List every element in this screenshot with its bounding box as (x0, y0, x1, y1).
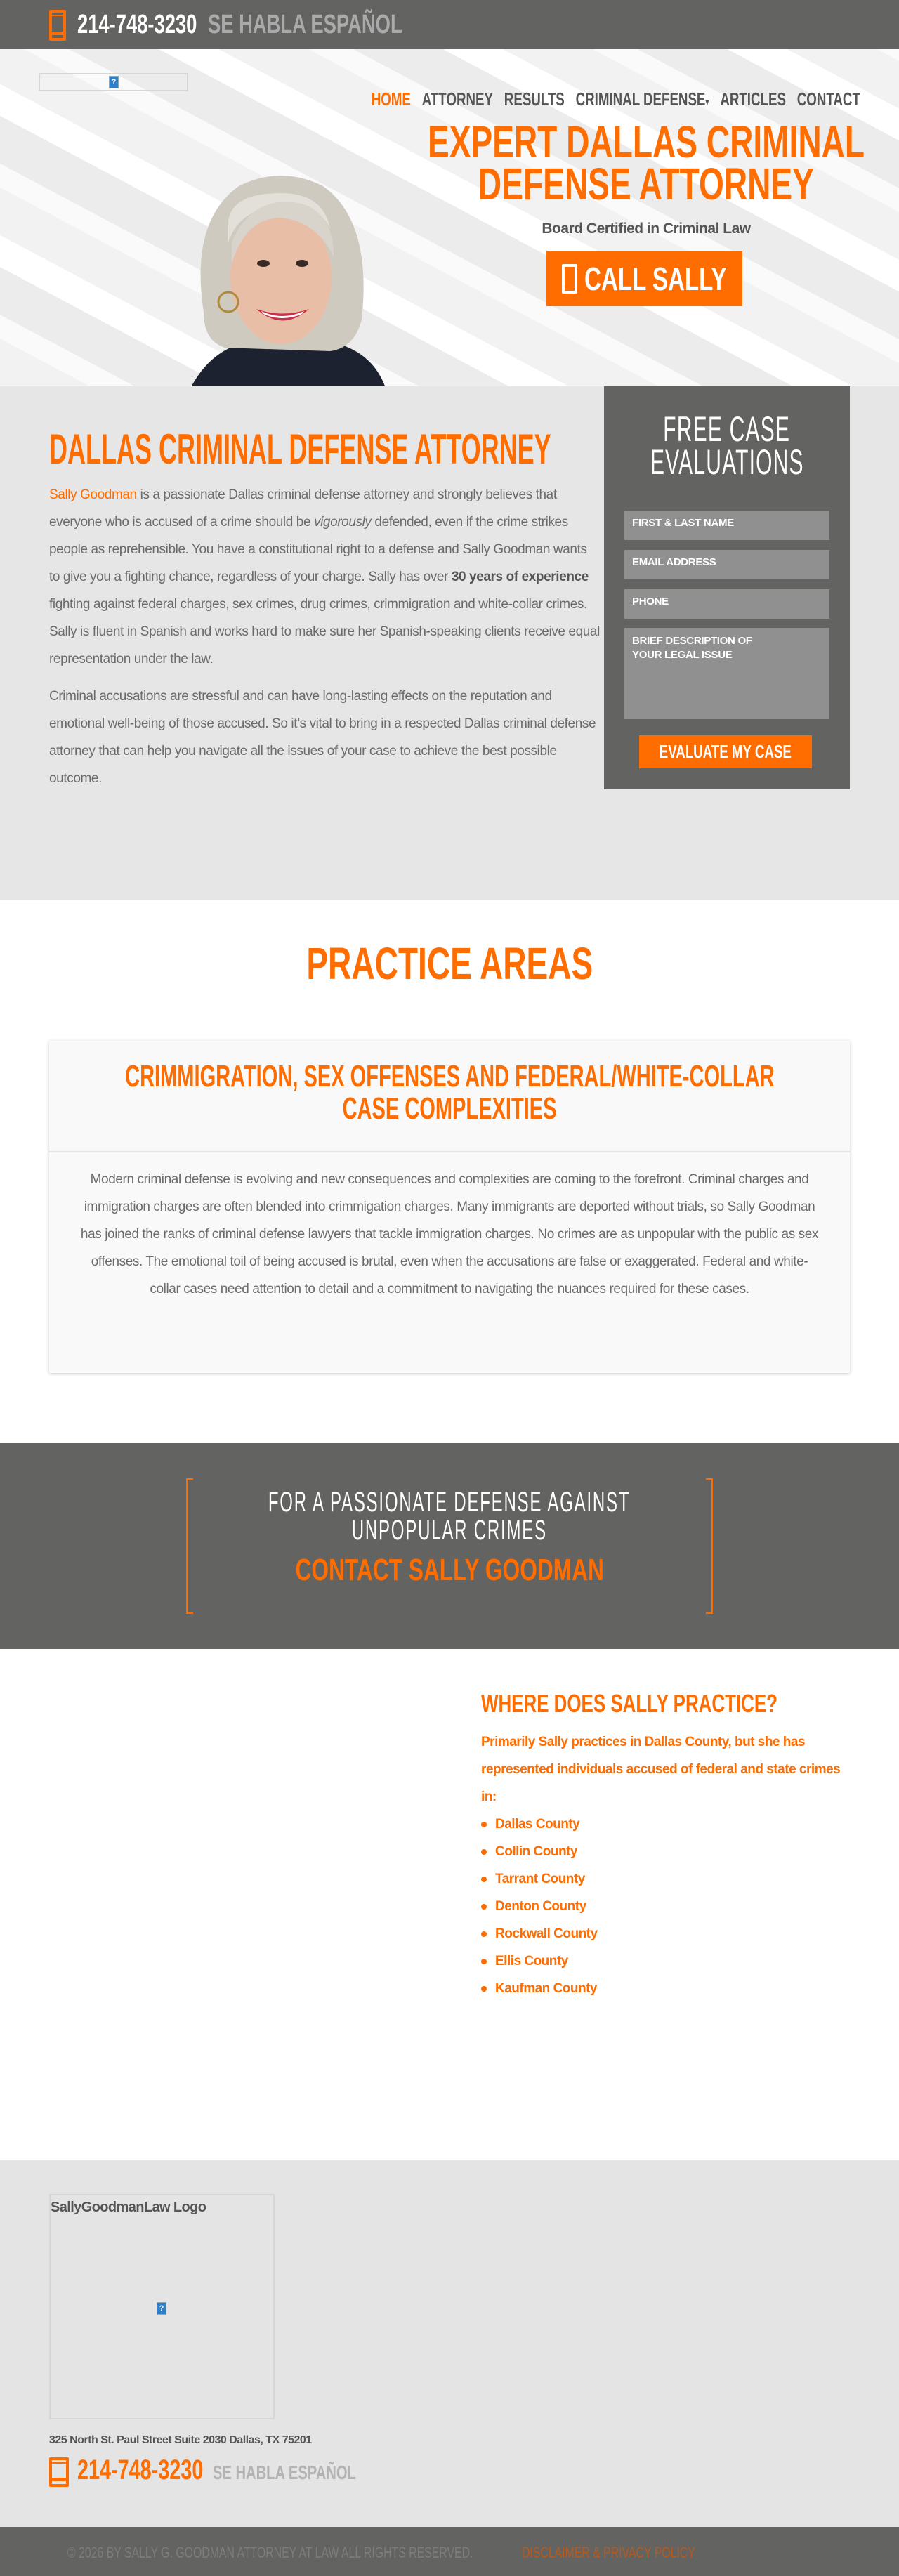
nav-articles[interactable]: ARTICLES (720, 88, 787, 110)
text: defended, even if the crime strikes people as reprehensible. You have a constitutional right to a defense and Sally Goodman wants to give you a fighting chance, regardless of your charge. Sally has over (49, 515, 587, 584)
footer-spanish-label: SE HABLA ESPAÑOL (213, 2462, 357, 2483)
bottom-bar-row (67, 2544, 695, 2562)
county-item (481, 1811, 846, 1838)
main-nav (181, 88, 860, 111)
card-title-line1: CRIMMIGRATION, SEX OFFENSES AND FEDERAL/WHITE-COLLAR (124, 1059, 775, 1093)
email-input[interactable]: EMAIL ADDRESS (624, 550, 829, 579)
where-section (481, 1689, 846, 2002)
hero-headline-line1: EXPERT DALLAS CRIMINAL (427, 117, 865, 167)
practice-areas-title: PRACTICE AREAS (306, 938, 593, 989)
bullet-icon (481, 1986, 487, 1992)
top-bar (0, 0, 899, 49)
footer-contact-row (77, 2455, 356, 2486)
text: is a passionate Dallas criminal defense attorney and strongly believes that everyone who is accused of a crime should be (49, 487, 557, 530)
text-emphasis: vigorously (314, 515, 372, 530)
card-title-line2: CASE COMPLEXITIES (342, 1091, 557, 1126)
practice-card (49, 1041, 850, 1373)
where-intro: Primarily Sally practices in Dallas County, but she has represented individuals accused of federal and state crimes in: (481, 1735, 841, 1804)
phone-input[interactable]: PHONE (624, 589, 829, 619)
name-input[interactable]: FIRST & LAST NAME (624, 511, 829, 540)
call-sally-label: CALL SALLY (584, 260, 727, 297)
county-item (481, 1838, 846, 1865)
bullet-icon (481, 1849, 487, 1855)
county-item (481, 1865, 846, 1893)
phone-icon (49, 2457, 69, 2487)
about-title: DALLAS CRIMINAL DEFENSE ATTORNEY (49, 426, 551, 473)
bullet-icon (481, 1877, 487, 1882)
county-item (481, 1947, 846, 1975)
form-title-line2: EVALUATIONS (650, 442, 804, 482)
footer-address: 325 North St. Paul Street Suite 2030 Dallas, TX 75201 (49, 2434, 312, 2446)
footer (0, 2160, 899, 2527)
disclaimer-link[interactable]: DISCLAIMER & PRIVACY POLICY (522, 2544, 696, 2561)
county-name: Dallas County (495, 1817, 580, 1832)
form-title-line1: FREE CASE (663, 409, 791, 449)
nav-criminal-defense-label[interactable]: CRIMINAL DEFENSE (575, 88, 706, 110)
county-item (481, 1893, 846, 1920)
bullet-icon (481, 1931, 487, 1937)
nav-contact[interactable]: CONTACT (796, 88, 860, 110)
where-title: WHERE DOES SALLY PRACTICE? (481, 1689, 777, 1718)
logo-image-broken[interactable] (39, 73, 188, 91)
bullet-icon (481, 1959, 487, 1964)
text: fighting against federal charges, sex crimes, drug crimes, crimmigration and white-collar crimes. Sally is fluent in Spanish and works hard to make sure her Spanish-speaking clients receive equal representation under the law. (49, 597, 600, 666)
text-strong: 30 years of experience (451, 570, 589, 584)
evaluate-my-case-button[interactable] (639, 735, 812, 768)
logo-alt-text: SallyGoodmanLaw Logo (51, 2200, 206, 2215)
about-paragraph-2: Criminal accusations are stressful and can have long-lasting effects on the reputation and emotional well-being of those accused. So it’s vital to bring in a respected Dallas criminal defense attorney that can help you navigate all the issues of your case to achieve the best possible outcome. (49, 689, 596, 786)
submit-label: EVALUATE MY CASE (659, 741, 792, 762)
hero-headline-line2: DEFENSE ATTORNEY (478, 159, 814, 209)
county-item (481, 1975, 846, 2002)
spanish-label: SE HABLA ESPAÑOL (208, 10, 402, 39)
county-name: Rockwall County (495, 1926, 598, 1941)
band-line1: FOR A PASSIONATE DEFENSE AGAINST (268, 1487, 631, 1518)
case-evaluation-form (604, 386, 850, 789)
about-paragraph-1 (49, 481, 601, 673)
bottom-bar (0, 2527, 899, 2576)
nav-results[interactable]: RESULTS (504, 88, 565, 110)
contact-sally-link[interactable] (0, 1553, 899, 1588)
chevron-down-icon: ▾ (705, 96, 709, 107)
broken-image-icon: ? (157, 2302, 166, 2315)
footer-phone-link[interactable]: 214-748-3230 (77, 2455, 204, 2485)
nav-criminal-defense[interactable] (576, 88, 709, 110)
footer-logo-image[interactable] (49, 2194, 275, 2419)
hero (0, 49, 899, 386)
phone-icon (562, 264, 577, 294)
card-text: Modern criminal defense is evolving and new consequences and complexities are coming to the forefront. Criminal charges and immigration charges are often blended into crimmigation charges. Many immigrants are deported without trials, so Sally Goodman has joined the ranks of criminal defense lawyers that tackle immigration charges. No crimes are as unpopular with the public as sex offenses. The emotional toil of being accused is brutal, even when the accusations are false or exaggerated. Federal and white-collar cases need attention to detail and a commitment to navigating the nuances required for these cases. (80, 1172, 819, 1296)
nav-home[interactable]: HOME (371, 88, 411, 110)
copyright: © 2026 BY SALLY G. GOODMAN ATTORNEY AT LAW ALL RIGHTS RESERVED. (67, 2544, 473, 2561)
attorney-photo (162, 137, 414, 386)
county-name: Collin County (495, 1844, 577, 1859)
nav-attorney[interactable]: ATTORNEY (421, 88, 494, 110)
county-name: Ellis County (495, 1954, 568, 1969)
county-name: Kaufman County (495, 1981, 597, 1996)
phone-icon (49, 10, 66, 41)
band-line2: UNPOPULAR CRIMES (351, 1515, 548, 1546)
contact-band (0, 1443, 899, 1649)
hero-subtitle: Board Certified in Criminal Law (542, 221, 751, 237)
phone-link[interactable]: 214-748-3230 (77, 10, 197, 39)
broken-image-icon: ? (109, 76, 119, 88)
topbar-contact-row (77, 10, 402, 40)
call-sally-button[interactable] (546, 251, 742, 306)
county-item (481, 1920, 846, 1947)
county-list (481, 1811, 846, 2002)
bullet-icon (481, 1822, 487, 1827)
sally-goodman-link[interactable]: Sally Goodman (49, 487, 137, 502)
description-textarea[interactable]: BRIEF DESCRIPTION OF YOUR LEGAL ISSUE (624, 628, 829, 719)
bullet-icon (481, 1904, 487, 1910)
contact-sally-label: CONTACT SALLY GOODMAN (295, 1553, 604, 1587)
county-name: Tarrant County (495, 1872, 585, 1886)
county-name: Denton County (495, 1899, 586, 1914)
